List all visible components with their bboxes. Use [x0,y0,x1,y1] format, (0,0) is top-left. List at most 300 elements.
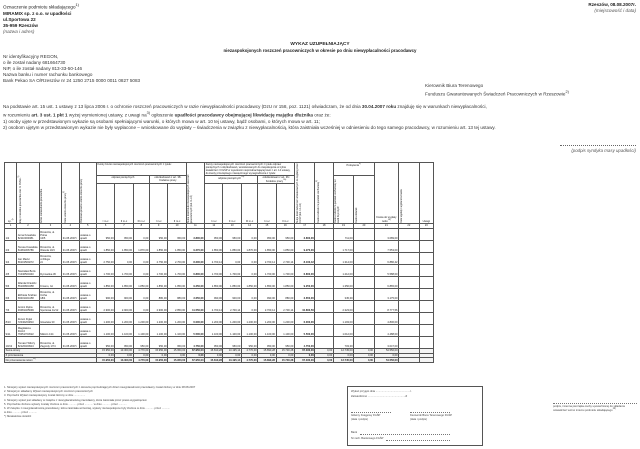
column-number: 12 [205,224,223,229]
cell-c17: 5.500,00 [294,325,314,337]
summary-cell-empty [399,358,419,363]
summary-cell-c14: 0,00 [241,353,257,358]
column-number: 18 [315,224,333,229]
summary-cell-c15: 15.890,28 [258,349,276,354]
cell-c14: 1.200,00 [241,313,257,325]
cell-c19: 703,00 [333,337,353,349]
cell-c11: 8.200,00 [186,253,204,265]
cell-c10: 1.700,00 [168,265,186,277]
cell-c13: 1.200,00 [223,313,241,325]
cell-c18 [315,229,333,241]
summary-cell-c15: 0,00 [258,353,276,358]
summary-cell-c11: 0,00 [186,353,204,358]
column-number: 5 [79,224,96,229]
cell-c9: 880,00 [149,289,167,301]
cell-c22 [399,337,419,349]
column-number: 10 [168,224,186,229]
summary-cell-c11: 67.950,00 [186,358,204,363]
cell-c9: 2.900,00 [149,301,167,313]
table-row [5,277,434,289]
cell-c19: 711,00 [333,229,353,241]
summary-cell-c9: 15.950,00 [149,358,167,363]
cell-c11: 9.270,00 [186,241,204,253]
cell-lp: 1/2 [5,229,17,241]
cell-c19: 1.012,00 [333,325,353,337]
cell-c20 [354,325,374,337]
cell-basis: ustawa o upadł. [79,277,96,289]
bank-label: Nazwa banku i numer rachunku bankowego [3,72,93,77]
cell-c23 [419,313,433,325]
cell-basis: ustawa o upadł. [79,313,96,325]
cell-c20 [354,277,374,289]
cell-c7: 1.200,00 [115,313,133,325]
cell-name-pesel: Antoni Zięba 46081405699 [17,301,39,313]
group-gross: Kwoty brutto niezaspokojonych roszczeń pracowniczych z tytułu: [96,163,186,176]
cell-c11: 4.750,00 [186,337,204,349]
column-number: 9 [149,224,167,229]
col-address: Adres zamieszkania pracownika [39,163,61,224]
cell-c6: 950,00 [96,229,114,241]
regon-label: Nr identyfikacyjny REGON, [3,54,59,59]
summary-cell-c7: 13.300,00 [115,349,133,354]
summary-cell-c11: 67.950,00 [186,349,204,354]
cell-c17: 3.650,00 [294,289,314,301]
cell-c13: 0,00 [223,253,241,265]
cell-c22 [399,265,419,277]
cell-c12: 1.700,00 [205,265,223,277]
cell-c11: 3.650,00 [186,289,204,301]
table-row [5,253,434,265]
cell-c11: 6.800,00 [186,265,204,277]
cell-c7: 1.700,00 [115,265,133,277]
cell-name-pesel: Jan Mazur 66101500272 [17,253,39,265]
cell-c9: 950,00 [149,229,167,241]
cell-c11: 3.800,00 [186,229,204,241]
cell-c13: 1.850,00 [223,277,241,289]
cell-c12: 990,00 [205,289,223,301]
column-number: 22 [399,224,419,229]
summary-cell-c6: 15.950,00 [96,358,114,363]
cell-c6: 1.200,00 [96,313,114,325]
cell-c8: 0,00 [133,289,149,301]
cell-basis: ustawa o upadł. [79,229,96,241]
summary-cell-c7: 13.300,00 [115,358,133,363]
cell-c17: 10.800,56 [294,301,314,313]
summary-cell-c8: 4.770,00 [133,358,149,363]
cell-c19: 1.350,00 [333,277,353,289]
summary-cell-c16: 15.730,28 [276,349,294,354]
cell-c11: 6.000,00 [186,313,204,325]
cell-lp: 4/5 [5,265,17,277]
summary-cell-c17: 67.030,00 [294,358,314,363]
signature-line [560,145,636,146]
place-date-block [588,2,636,14]
cell-c13: 1.700,00 [223,265,241,277]
cell-c19: 1.193,00 [333,313,353,325]
cell-date: 31.05.2007r. [62,289,79,301]
cell-c20 [354,301,374,313]
cell-c16: 1.850,00 [276,241,294,253]
cell-c13: 1.100,00 [223,325,241,337]
cell-c16: 2.700,14 [276,253,294,265]
col-date: Data ustania stosunku pracy$^{6)}$ [62,163,79,224]
cell-name-pesel: Teresa Kowalska 61081306786 [17,241,39,253]
cell-c15: 2.700,14 [258,253,276,265]
cell-c8: 0,00 [133,301,149,313]
cell-c8: 1.100,00 [133,325,149,337]
footnote: 4. Niniejszy wykaz jest składany w związku z niewypłacalnością pracodawcy, która zaistniała przez prawo wygaśnięciem [4,398,148,402]
table-row [5,337,434,349]
cell-c10: 2.850,00 [168,301,186,313]
cell-c9: 1.100,00 [149,325,167,337]
cell-c7: 950,00 [115,337,133,349]
cell-c13: 2.700,14 [223,301,241,313]
summary-cell-c6: 0,00 [96,353,114,358]
column-number: 4 [62,224,79,229]
cell-c18 [315,337,333,349]
cell-c14: 0,00 [241,253,257,265]
submitter-hint: (nazwa i adres) [3,28,35,34]
summary-cell-c9: 15.950,00 [149,349,167,354]
cell-c7: 900,00 [115,289,133,301]
account-line-label: Nr rach. Bankowego FGŚP [351,437,384,440]
cell-c13: 900,00 [223,289,241,301]
cell-c16: 1.100,00 [276,325,294,337]
nip-value: NIP, o ile został nadany 813-33-50-146 [3,66,83,71]
cell-address: Głowiska 30 [39,313,61,325]
cell-c17: 8.100,42 [294,253,314,265]
cell-date: 31.05.2007r. [62,265,79,277]
cell-address: Rzeszów, ul. Wesoła 10/3 [39,241,61,253]
cell-c22 [399,301,419,313]
cell-c16: 950,00 [276,229,294,241]
chief-accountant-hint: (data i podpis) [351,418,369,421]
cell-c11: 5.500,00 [186,325,204,337]
cell-name-pesel: Wanda Dziedzic 55100804358 [17,277,39,289]
cell-address: Krosno, Gł. [39,277,61,289]
cell-name-pesel: Magdalena Drozd 76051704522 [17,325,39,337]
cell-basis: ustawa o upadł. [79,253,96,265]
cell-date: 31.05.2007r. [62,301,79,313]
cell-c6: 990,00 [96,289,114,301]
cell-c16: 950,00 [276,337,294,349]
summary-cell-c12: 0,00 [205,353,223,358]
cell-c20 [354,241,374,253]
cell-basis: ustawa o upadł. [79,265,96,277]
column-number: 2 [17,224,39,229]
cell-c22 [399,253,419,265]
summary-cell-c20: 0,00 [354,353,374,358]
head-office-role: Kierownik Biura Terenowego FGŚP [410,414,453,417]
cell-c6: 1.100,00 [96,325,114,337]
cell-c6: 1.700,00 [96,265,114,277]
cell-c14: 950,00 [241,337,257,349]
cell-date: 31.05.2007r. [62,229,79,241]
cell-c10: 1.100,00 [168,325,186,337]
summary-cell-c18: 0,00 [315,349,333,354]
cell-lp: 7/6 [5,301,17,313]
cell-c21: 7.553,00 [374,241,399,253]
cell-lp: 5/6 [5,277,17,289]
column-number: 16 [276,224,294,229]
addressee-block [425,83,569,98]
footnotes [4,386,254,420]
summary-cell-c17: 0,00 [294,353,314,358]
summary-cell-c17: 67.030,00 [294,349,314,354]
approved-line: Zatwierdzono ..................................................zł [351,395,408,398]
addressee-line-2: Funduszu Gwarantowanych Świadczeń Pracowniczych w Rzeszowie$^{2)}$ [425,90,569,97]
cell-c20 [354,337,374,349]
cell-basis: ustawa o upadł. [79,289,96,301]
submitter-street: ul.Sportowa 22 [3,16,36,22]
place-date-hint: (miejscowość i data) [594,8,636,13]
cell-address: Miłocin 134 [39,325,61,337]
cell-c23 [419,253,433,265]
cell-c8: 1.870,00 [133,241,149,253]
cell-c19: 1.314,00 [333,253,353,265]
cell-lp: 8/10 [5,313,17,325]
summary-cell-c18: 0,00 [315,353,333,358]
cell-c9: 1.200,00 [149,313,167,325]
cell-c21: 4.806,00 [374,313,399,325]
cell-c15: 1.200,00 [258,313,276,325]
cell-c6: 2.750,00 [96,253,114,265]
cell-c10: 2.700,00 [168,253,186,265]
summary-cell-c12: 15.810,28 [205,349,223,354]
column-number: 13 [223,224,241,229]
summary-cell-c8: 0,00 [133,353,149,358]
cell-c15: 950,00 [258,229,276,241]
group-fgsp: Kwoty niezaspokojonych roszczeń pracowniczych z tytułu odpraw pieniężnych i odszkodowań, wnioskowanych do zaspokojenia w trybie świadczeń z FGŚP w wysokości nieprzekraczającej kwot z art. 14 ustawy, do kwoty przeciętnego miesięcznego wynagrodzenia z tytułu: [205,163,295,176]
summary-cell-c10: 0,00 [168,353,186,358]
table-header-group-row [5,163,434,176]
column-number: 3 [39,224,61,229]
summary-cell-c21: 54.556,00 [374,349,399,354]
cell-c15: 950,00 [258,337,276,349]
cell-c14: 0,00 [241,289,257,301]
footnote: w dniu ........... przez ........... [4,411,38,415]
footnote: 3. Poprzedni Wykaz niezaspokojony został złożony w dniu ............... [4,394,86,398]
place-date: Rzeszów, 08.08.2007r. [588,2,636,7]
cell-lp: 6/6 [5,289,17,301]
cell-name-pesel: Elżbieta Szafran 66031404158 [17,289,39,301]
cell-date: 31.05.2007r. [62,313,79,325]
summary-cell-c13: 0,00 [223,353,241,358]
table-header-month-row: I m-c II m-c III m-c I m-c II m-c I m-c II m-c III m-c I m-c II m-c [5,184,434,224]
cell-address: Dynowska 36 [39,265,61,277]
table-row [5,289,434,301]
cell-c12: 1.100,00 [205,325,223,337]
subgroup-compensation: odszkodowań z art. 36¹ Kodeksu pracy [149,176,186,184]
cell-c8: 0,00 [133,229,149,241]
summary-cell-c7: 0,00 [115,353,133,358]
cell-c12: 2.700,14 [205,301,223,313]
column-number: 11 [186,224,204,229]
cell-c16: 1.700,00 [276,265,294,277]
cell-c14: 1.850,00 [241,277,257,289]
footnote: 6. W związku z niewypłacalnością pracodawcy, która zaistniała wcześniej, wykazy niezaspokojone były złożone w dniu ........... przez ........... [4,407,171,411]
cell-c14: 1.100,00 [241,325,257,337]
statement-item-1: 1) osoby ujęte w przedstawionym wykazie są osobami spełniającymi warunki, o których mowa w art. 10 tej ustawy, bądź osobami, o których mowa w art. 11; [3,118,320,124]
col-name: Imię i nazwisko pracownika oraz nr PESEL$^{5)}$ [17,163,39,224]
col-notes: Uwagi [419,163,433,224]
cell-c12: 950,00 [205,229,223,241]
cell-c15: 1.850,00 [258,277,276,289]
col-sum-gross: Suma kwot brutto niezaspokojonych roszczeń pracowniczych (kol. 6–10) [186,163,204,224]
column-number: 15 [258,224,276,229]
cell-c22 [399,289,419,301]
cell-c20 [354,253,374,265]
submitter-label: Oznaczenie podmiotu składającego$^{1)}$ [3,3,79,10]
summary-cell-c19: 0,00 [333,353,353,358]
col-pay-info: Data wypłaty i wypłacona kwota [399,163,419,224]
cell-name-pesel: Anna Kowalska 82110300081 [17,229,39,241]
summary-label: Do przeniesienia razem$^{11)}$ [5,358,97,363]
cell-c13: 950,00 [223,229,241,241]
summary-cell-c21: 54.556,00 [374,358,399,363]
cell-c22 [399,277,419,289]
cell-c9: 1.700,00 [149,265,167,277]
summary-cell-c6: 15.950,00 [96,349,114,354]
cell-c10: 1.200,00 [168,313,186,325]
cell-c20 [354,289,374,301]
cell-lp: 10/13 [5,337,17,349]
col-ded-b: Kwota składek [354,176,374,224]
group-deductions: Potrącenia$^{9)}$ [333,163,374,176]
summary-cell-c20: 0,00 [354,358,374,363]
cell-date: 31.05.2007r. [62,253,79,265]
cell-c23 [419,265,433,277]
cell-c9: 950,00 [149,337,167,349]
col-ded-a: Kwota zaliczki na podatek dochodowy od osób fizycznych [333,176,353,224]
summary-cell-c10: 15.950,00 [168,349,186,354]
summary-cell-c10: 15.950,00 [168,358,186,363]
cell-c18 [315,265,333,277]
column-number: 7 [115,224,133,229]
summary-cell-empty [419,358,433,363]
summary-cell-c14: 4.770,00 [241,349,257,354]
chief-accountant-role: Główny Księgowy FGŚP [351,414,381,417]
title-line-1: WYKAZ UZUPEŁNIAJĄCY [290,42,350,47]
cell-c17: 6.800,00 [294,265,314,277]
cell-c23 [419,337,433,349]
cell-c15: 1.850,00 [258,241,276,253]
document-title [0,42,640,54]
subgroup-wages-2: odpraw pieniężnych$^{7a)}$ [205,176,258,184]
submitter-city: 35-959 Rzeszów [3,22,38,28]
column-number: 17 [294,224,314,229]
cell-c14: 0,00 [241,301,257,313]
cell-address: Rzeszów, ul. Zagrody 17/4 [39,337,61,349]
cell-basis: ustawa o upadł. [79,337,96,349]
title-line-2: niezaspokojonych roszczeń pracowniczych w okresie po dniu niewypłacalności pracodawcy [223,48,417,53]
table-row [5,241,434,253]
cell-c6: 1.850,00 [96,277,114,289]
summary-cell-c18: 0,00 [315,358,333,363]
cell-c22 [399,313,419,325]
submitter-block [3,2,79,35]
cell-c16: 2.700,14 [276,301,294,313]
cell-c13: 950,00 [223,337,241,349]
cell-c22 [399,229,419,241]
column-number: 6 [96,224,114,229]
table-row [5,301,434,313]
cell-c14: 0,00 [241,229,257,241]
subgroup-wages: odpraw pieniężnych [96,176,149,184]
cell-c8: 1.850,00 [133,277,149,289]
cell-c7: 0,00 [115,253,133,265]
cell-name-pesel: Stanisław Boris 71040500440 [17,265,39,277]
cell-c9: 1.850,00 [149,241,167,253]
statement-item-2: 2) osobom ujętym w przedstawionym wykazie nie były wypłacone – wnioskowane do wypłaty – świadczenia w związku z niewypłacalnością, która zaistniała wcześniej w odniesieniu do tego samego pracodawcy, w rozumieniu art. 13 tej ustawy. [3,125,496,131]
cell-date: 31.05.2007r. [62,241,79,253]
cell-lp: 3/4 [5,253,17,265]
cell-c21: 5.588,00 [374,265,399,277]
cell-c7: 2.900,00 [115,301,133,313]
cell-c10: 950,00 [168,337,186,349]
cell-c21: 8.777,56 [374,301,399,313]
cell-c15: 1.100,00 [258,325,276,337]
cell-c18 [315,241,333,253]
received-line: Wykaz przyjęto dnia ..............................................r. [351,390,412,393]
regon-value: o ile został nadany 681664730 [3,60,66,65]
column-number: 20 [354,224,374,229]
cell-basis: ustawa o upadł. [79,241,96,253]
cell-c8: 0,00 [133,253,149,265]
cell-c21: 3.089,00 [374,229,399,241]
col-sum-fgsp: Suma kwot świadczeń wnioskowanych do wypłaty przez FGŚP (kol. 12–16) [294,163,314,224]
identifiers-block [3,54,140,84]
addressee-line-1: Kierownik Biura Terenowego [425,83,484,88]
cell-c13: 1.850,00 [223,241,241,253]
cell-c6: 950,00 [96,337,114,349]
table-row [5,265,434,277]
cell-c8: 0,00 [133,265,149,277]
cell-c17: 4.750,00 [294,337,314,349]
cell-name-pesel: Tomasz Wilczy 82120400913 [17,337,39,349]
summary-cell-c9: 0,00 [149,353,167,358]
table-row [5,313,434,325]
cell-c21: 6.886,42 [374,253,399,265]
cell-c6: 1.850,00 [96,241,114,253]
summary-cell-c16: 0,00 [276,353,294,358]
column-number: 8 [133,224,149,229]
cell-c10: 1.850,00 [168,241,186,253]
summary-cell-c12: 15.810,28 [205,358,223,363]
cell-c12: 2.700,14 [205,253,223,265]
cell-c8: 950,00 [133,337,149,349]
cell-c12: 1.850,00 [205,277,223,289]
cell-c19: 1.717,00 [333,241,353,253]
cell-c23 [419,325,433,337]
summary-cell-c15: 15.890,28 [258,358,276,363]
cell-c16: 880,00 [276,289,294,301]
summary-cell-c19: 12.745,00 [333,358,353,363]
submitter-name: MIRAMIX sp. z o.o. w upadłości [3,10,72,16]
cell-c8: 1.200,00 [133,313,149,325]
cell-c9: 2.750,00 [149,253,167,265]
cell-lp: 2/3 [5,241,17,253]
footnote: 5. Poprzednie złożone wykazy zostały złożone w dniu ........... przez ........... w dniu ........... przez ........... [4,402,127,406]
cell-c11: 9.250,00 [186,277,204,289]
cell-c12: 1.850,00 [205,241,223,253]
summary-cell-c16: 15.730,28 [276,358,294,363]
column-number: 19 [333,224,353,229]
cell-address: Rzeszów, ul. Cicha 18/4 [39,289,61,301]
cell-c18 [315,313,333,325]
cell-c11: 11.550,00 [186,301,204,313]
cell-c21: 3.175,00 [374,289,399,301]
